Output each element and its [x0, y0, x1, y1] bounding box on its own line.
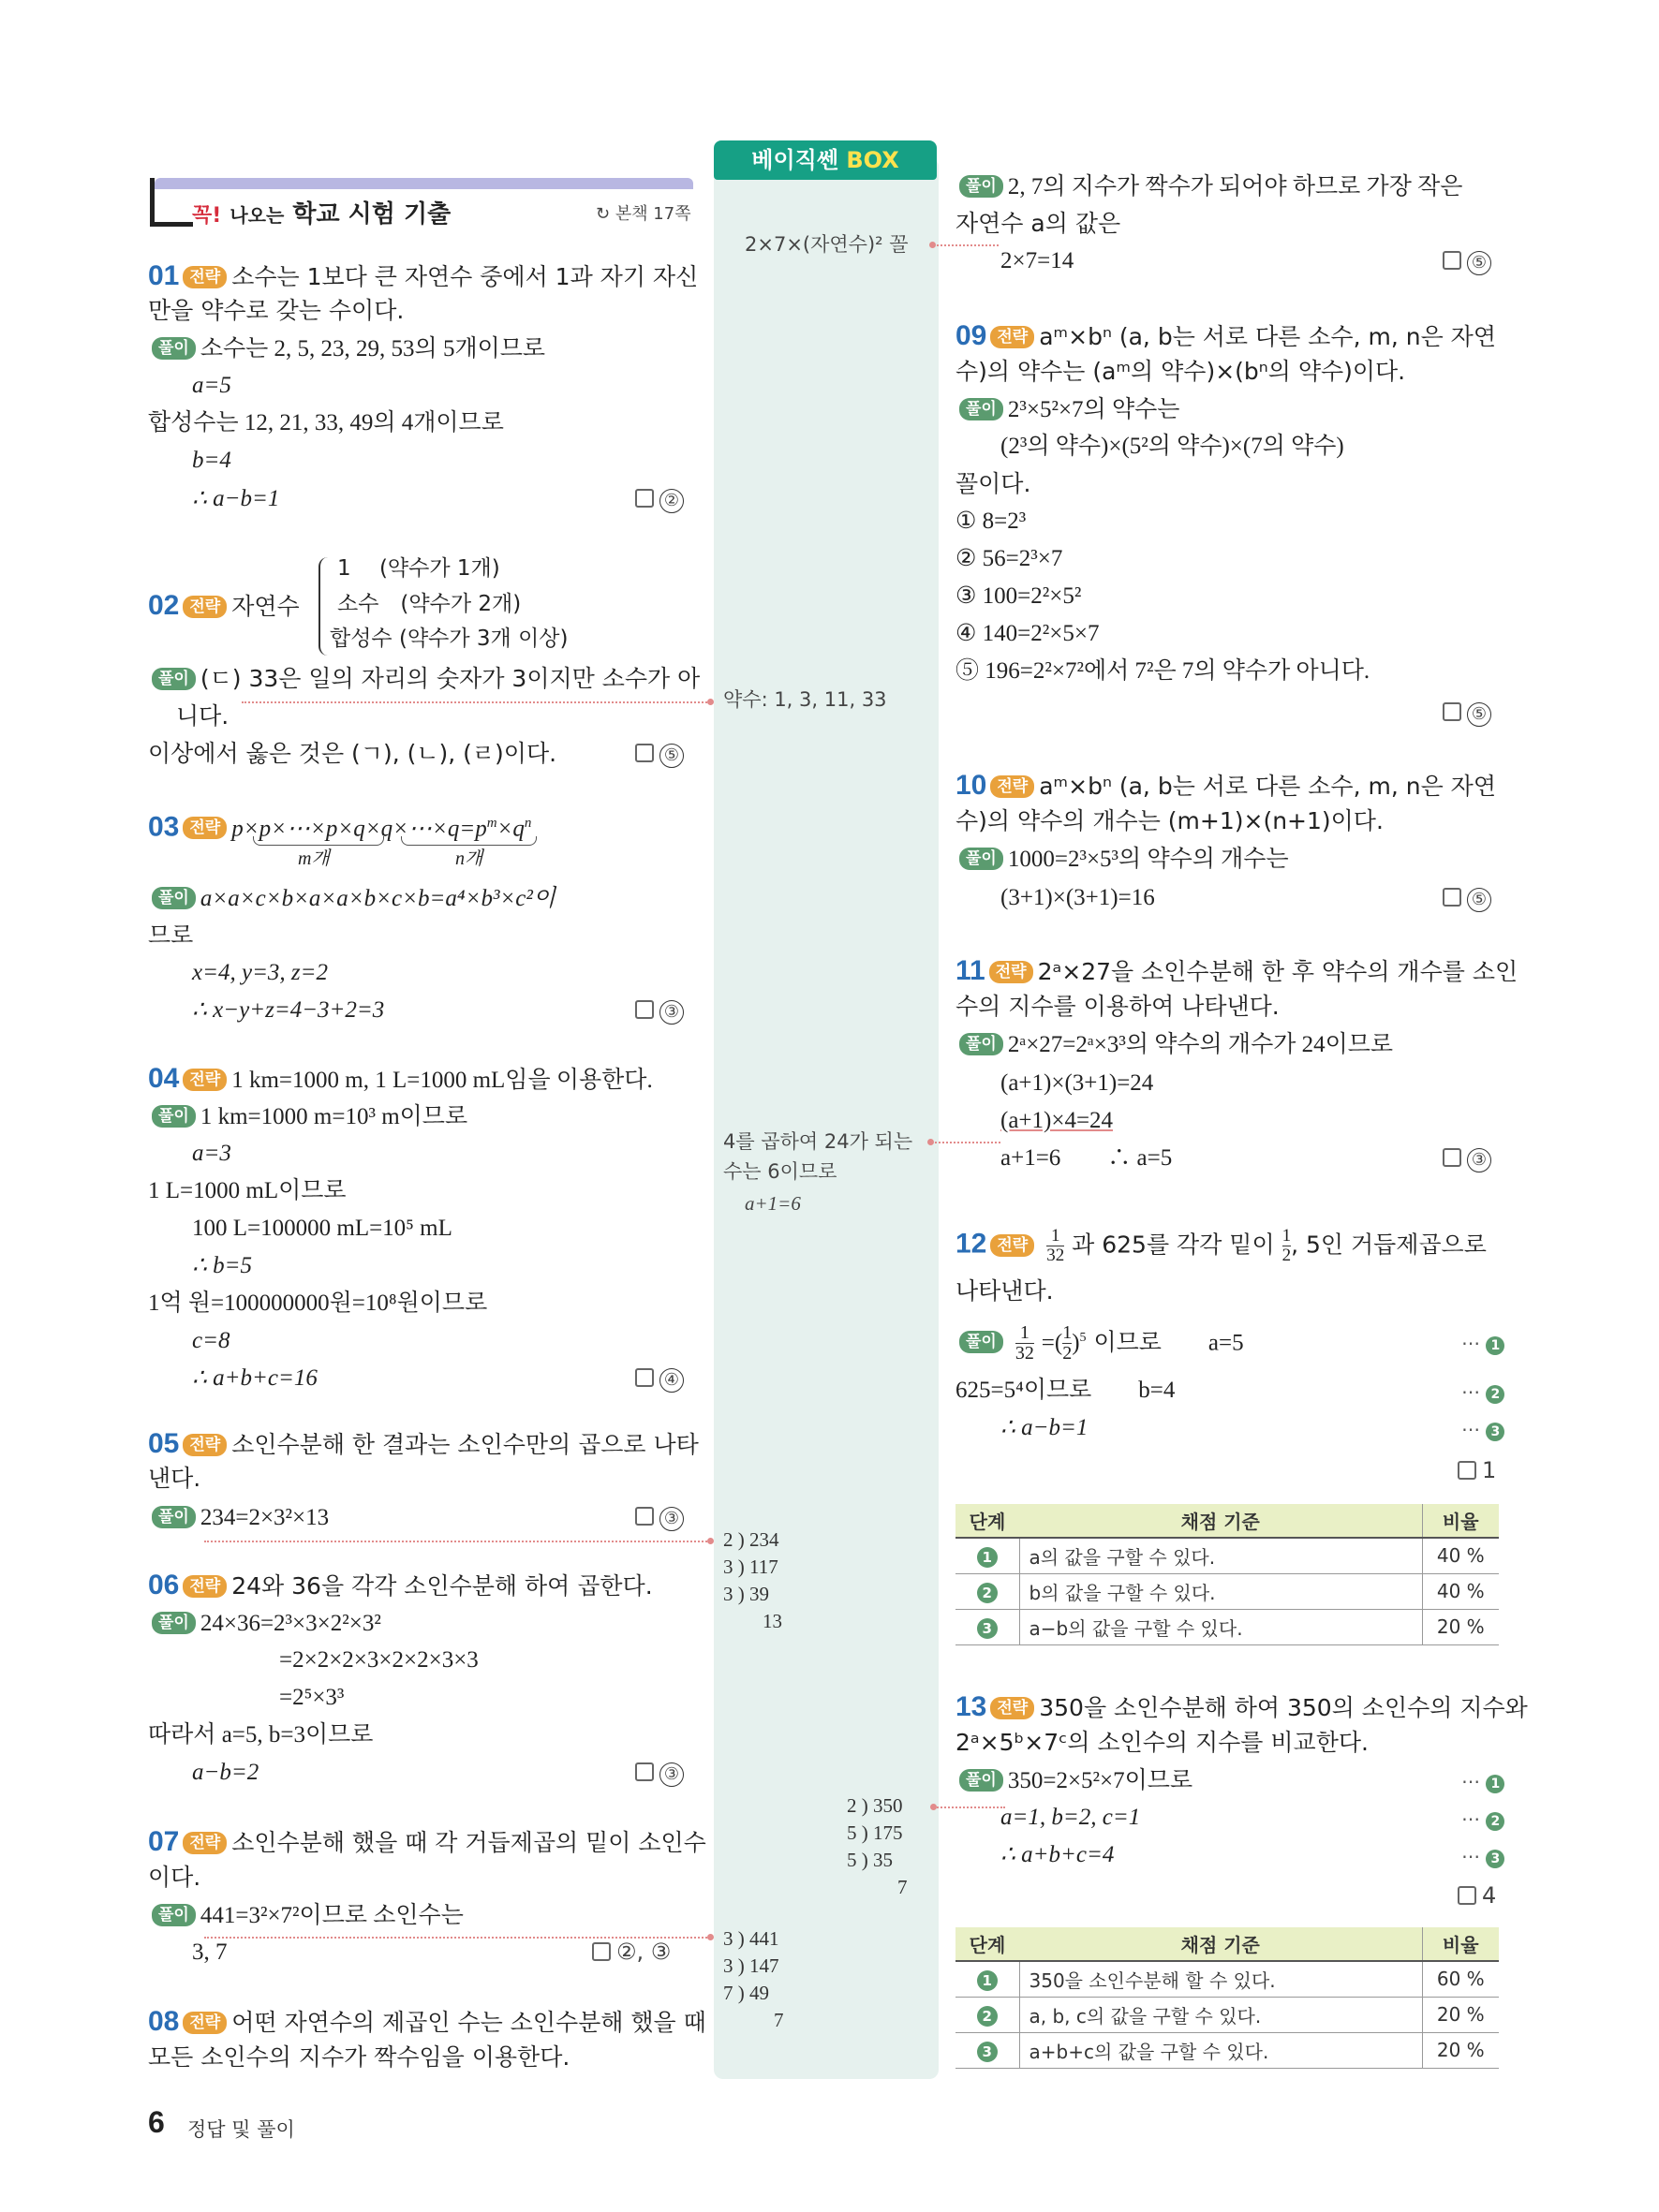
q03-line: x=4, y=3, z=2: [192, 960, 329, 985]
side-note-q11: 4를 곱하여 24가 되는: [723, 1130, 913, 1153]
q13-grading-table: 단계 채점 기준 비율 1 350을 소인수분해 할 수 있다. 60 % 2 a, b, c의 값을 구할 수 있다. 20 % 3 a+b+c의 값을 구할 수 있다. 20 %: [955, 1927, 1499, 2069]
q04-line: ∴ a+b+c=16: [192, 1365, 318, 1391]
q03-n-count: n개: [455, 848, 483, 869]
side-note-q02: 약수: 1, 3, 11, 33: [723, 688, 887, 711]
q03-line: 므로: [148, 922, 194, 949]
q07-strategy-cont: 이다.: [148, 1864, 201, 1891]
q13-strategy: 13 전략 350을 소인수분해 하여 350의 소인수의 지수와: [955, 1691, 1528, 1722]
q04-answer: ④: [635, 1364, 684, 1393]
q02-brace-1: 1 (약수가 1개): [337, 556, 500, 581]
textbook-page-ref: ↻ 본책 17쪽: [596, 204, 691, 224]
connector-line: [931, 1142, 1000, 1143]
table-row: 3 a+b+c의 값을 구할 수 있다. 20 %: [955, 2032, 1499, 2068]
q02-answer: ⑤: [635, 740, 684, 768]
connector-line: [933, 244, 999, 246]
q06-line: =2⁵×3³: [279, 1685, 345, 1710]
step-marker-2: ⋯ 2: [1461, 1380, 1504, 1404]
q11-line: a+1=6 ∴ a=5: [1000, 1145, 1173, 1171]
q11-answer: ③: [1443, 1144, 1491, 1172]
q12-strategy: 12 전략 $\frac{1}{32}$ 과 625를 각각 밑이 $\frac{1}{2}$ , 5인 거듭제곱으로: [955, 1226, 1487, 1265]
q04-line: 1 L=1000 mL이므로: [148, 1178, 347, 1203]
q06-answer: ③: [635, 1759, 684, 1787]
q06-line: 따라서 a=5, b=3이므로: [148, 1722, 374, 1747]
q12-grading-table: 단계 채점 기준 비율 1 a의 값을 구할 수 있다. 40 % 2 b의 값을 구할 수 있다. 40 % 3 a−b의 값을 구할 수 있다. 20 %: [955, 1504, 1499, 1645]
step-marker-3: ⋯ 3: [1461, 1418, 1504, 1441]
q11-line: (a+1)×4=24: [1000, 1108, 1114, 1133]
header-stripe: [155, 178, 693, 189]
q07-line: 3, 7: [192, 1939, 228, 1965]
q08-strategy: 08 전략 어떤 자연수의 제곱인 수는 소인수분해 했을 때: [148, 2006, 706, 2037]
basic-box-column: [714, 157, 939, 2079]
q02-line: 니다.: [176, 702, 230, 730]
q05-strategy-cont: 낸다.: [148, 1465, 201, 1492]
table-row: 3 a−b의 값을 구할 수 있다. 20 %: [955, 1609, 1499, 1644]
q09-sol-line: 풀이 2³×5²×7의 약수는: [955, 393, 1179, 426]
q01-line: ∴ a−b=1: [192, 486, 280, 511]
q06-line: a−b=2: [192, 1760, 259, 1785]
q12-line: ∴ a−b=1: [1000, 1415, 1089, 1440]
division-441: 3 ) 441 3 ) 147 7 ) 49 7: [723, 1927, 784, 2031]
table-row: 2 b의 값을 구할 수 있다. 40 %: [955, 1573, 1499, 1609]
q09-strategy: 09 전략 aᵐ×bⁿ (a, b는 서로 다른 소수, m, n은 자연: [955, 320, 1496, 351]
connector-line: [242, 701, 710, 703]
basic-box-label: 베이직쎈 BOX: [714, 140, 937, 180]
q01-strategy-cont: 만을 약수로 갖는 수이다.: [148, 297, 405, 324]
connector-dot: [707, 699, 714, 705]
q04-sol-line: 풀이 1 km=1000 m=10³ m이므로: [148, 1100, 467, 1133]
footer-title: 정답 및 풀이: [187, 2118, 295, 2141]
q03-m-count: m개: [298, 848, 330, 869]
q05-strategy: 05 전략 소인수분해 한 결과는 소인수만의 곱으로 나타: [148, 1428, 699, 1459]
q01-line: 합성수는 12, 21, 33, 49의 4개이므로: [148, 410, 504, 435]
q05-sol-line: 풀이 234=2×3²×13: [148, 1501, 329, 1534]
q01-answer: ②: [635, 485, 684, 513]
q09-line: (2³의 약수)×(5²의 약수)×(7의 약수): [1000, 434, 1344, 459]
step-marker-3: ⋯ 3: [1461, 1845, 1504, 1868]
q11-strategy: 11 전략 2ᵃ×27을 소인수분해 한 후 약수의 개수를 소인: [955, 955, 1518, 986]
q10-strategy: 10 전략 aᵐ×bⁿ (a, b는 서로 다른 소수, m, n은 자연: [955, 770, 1496, 801]
q13-answer: 4: [1458, 1882, 1496, 1909]
connector-line: [934, 1806, 1005, 1808]
q10-strategy-cont: 수)의 약수의 개수는 (m+1)×(n+1)이다.: [955, 807, 1384, 834]
division-234: 2 ) 234 3 ) 117 3 ) 39 13: [723, 1528, 782, 1632]
q09-answer: ⑤: [1443, 699, 1491, 727]
q09-option-3: ③ 100=2²×5²: [955, 583, 1082, 609]
q12-answer: 1: [1458, 1457, 1496, 1483]
q04-line: c=8: [192, 1328, 230, 1353]
q08-strategy-cont: 모든 소인수의 지수가 짝수임을 이용한다.: [148, 2043, 570, 2071]
table-row: 1 350을 소인수분해 할 수 있다. 60 %: [955, 1961, 1499, 1997]
q02-strategy: 02 전략 자연수: [148, 590, 300, 621]
table-row: 2 a, b, c의 값을 구할 수 있다. 20 %: [955, 1997, 1499, 2032]
q01-line: a=5: [192, 373, 231, 398]
q06-strategy: 06 전략 24와 36을 각각 소인수분해 하여 곱한다.: [148, 1570, 653, 1600]
division-350: 2 ) 350 5 ) 175 5 ) 35 7: [847, 1794, 908, 1898]
table-row: 1 a의 값을 구할 수 있다. 40 %: [955, 1538, 1499, 1573]
q12-sol-line: 풀이 $\frac{1}{32}$ =( $\frac{1}{2}$ )$^5$ 이므로 a=5: [955, 1322, 1244, 1369]
q10-answer: ⑤: [1443, 884, 1491, 912]
connector-dot: [707, 1538, 714, 1544]
q13-line: ∴ a+b+c=4: [1000, 1842, 1115, 1867]
q09-option-4: ④ 140=2²×5×7: [955, 621, 1100, 646]
q03-answer: ③: [635, 996, 684, 1025]
connector-line: [204, 1541, 710, 1542]
q13-line: a=1, b=2, c=1: [1000, 1805, 1141, 1830]
side-note-q11: a+1=6: [745, 1192, 801, 1215]
q03-strategy: 03 전략 $p\times p\times\cdots\times p\times q\times q\times\cdots\times q=p^m\times q^n$: [148, 811, 532, 843]
q08-line: 2×7=14: [1000, 248, 1074, 273]
q06-sol-line: 풀이 24×36=2³×3×2²×3²: [148, 1607, 381, 1640]
q04-line: 1억 원=100000000원=10⁸원이므로: [148, 1290, 488, 1316]
page-number: 6: [148, 2105, 165, 2139]
step-marker-2: ⋯ 2: [1461, 1807, 1504, 1831]
q03-line: ∴ x−y+z=4−3+2=3: [192, 997, 385, 1023]
q13-sol-line: 풀이 350=2×5²×7이므로: [955, 1764, 1192, 1797]
q08-answer: ⑤: [1443, 247, 1491, 275]
q07-answer: ②, ③: [592, 1939, 671, 1965]
q08-sol-line: 풀이 2, 7의 지수가 짝수가 되어야 하므로 가장 작은: [955, 170, 1462, 203]
q09-option-5: ⑤ 196=2²×7²에서 7²은 7의 약수가 아니다.: [955, 658, 1370, 684]
q11-strategy-cont: 수의 지수를 이용하여 나타낸다.: [955, 993, 1280, 1020]
q07-strategy: 07 전략 소인수분해 했을 때 각 거듭제곱의 밑이 소인수: [148, 1826, 706, 1857]
q11-line: (a+1)×(3+1)=24: [1000, 1070, 1154, 1096]
q11-sol-line: 풀이 2ᵃ×27=2ᵃ×3³의 약수의 개수가 24이므로: [955, 1028, 1393, 1061]
side-note-q11: 수는 6이므로: [723, 1160, 837, 1183]
q02-brace-3: 합성수 (약수가 3개 이상): [330, 627, 569, 651]
q04-line: a=3: [192, 1141, 231, 1166]
q05-answer: ③: [635, 1503, 684, 1531]
section-title: 꼭! 나오는 학교 시험 기출: [192, 200, 452, 229]
q02-line: 이상에서 옳은 것은 (ㄱ), (ㄴ), (ㄹ)이다.: [148, 740, 557, 767]
q04-strategy: 04 전략 1 km=1000 m, 1 L=1000 mL임을 이용한다.: [148, 1063, 653, 1094]
brace: [318, 557, 330, 656]
q12-strategy-cont: 나타낸다.: [955, 1277, 1054, 1305]
q03-sol-line: 풀이 a×a×c×b×a×a×b×c×b=a⁴×b³×c²이: [148, 882, 555, 915]
q09-line: 꼴이다.: [955, 470, 1031, 497]
q09-option-1: ① 8=2³: [955, 509, 1027, 534]
q09-strategy-cont: 수)의 약수는 (aᵐ의 약수)×(bⁿ의 약수)이다.: [955, 358, 1406, 385]
q07-sol-line: 풀이 441=3²×7²이므로 소인수는: [148, 1899, 464, 1932]
q01-sol-line: 풀이 소수는 2, 5, 23, 29, 53의 5개이므로: [148, 332, 545, 365]
q06-line: =2×2×2×3×2×2×3×3: [279, 1647, 479, 1673]
q13-strategy-cont: 2ᵃ×5ᵇ×7ᶜ의 소인수의 지수를 비교한다.: [955, 1729, 1369, 1756]
connector-line: [204, 1937, 710, 1939]
step-marker-1: ⋯ 1: [1461, 1332, 1504, 1355]
q10-line: (3+1)×(3+1)=16: [1000, 885, 1155, 910]
side-note-q08: 2×7×(자연수)² 꼴: [745, 233, 909, 256]
q12-line: 625=5⁴이므로 b=4: [955, 1378, 1176, 1403]
q04-line: ∴ b=5: [192, 1253, 253, 1278]
q02-brace-2: 소수 (약수가 2개): [337, 592, 522, 616]
step-marker-1: ⋯ 1: [1461, 1770, 1504, 1793]
q01-strategy: 01 전략 소수는 1보다 큰 자연수 중에서 1과 자기 자신: [148, 260, 699, 291]
header-corner-mark: [150, 178, 193, 227]
q04-line: 100 L=100000 mL=10⁵ mL: [192, 1216, 452, 1241]
connector-dot: [707, 1934, 714, 1940]
q02-sol-line: 풀이 (ㄷ) 33은 일의 자리의 숫자가 3이지만 소수가 아: [148, 663, 700, 695]
q01-line: b=4: [192, 448, 231, 473]
q10-sol-line: 풀이 1000=2³×5³의 약수의 개수는: [955, 843, 1289, 876]
q08-line: 자연수 a의 값은: [955, 210, 1121, 237]
q09-option-2: ② 56=2³×7: [955, 546, 1063, 571]
